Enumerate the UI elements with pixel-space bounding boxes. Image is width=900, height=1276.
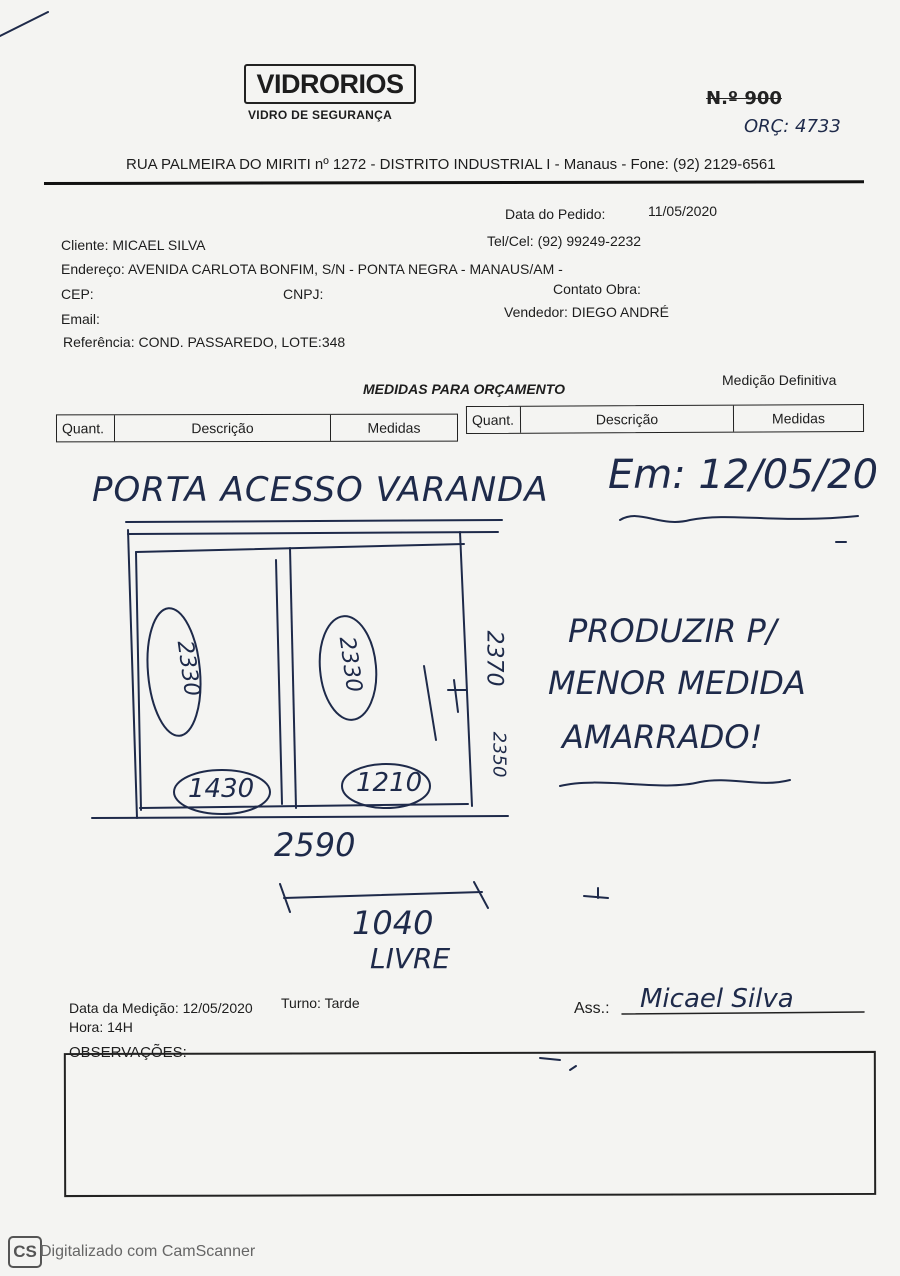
col-medidas: Medidas [367,419,421,436]
frame-right [460,532,472,806]
hw-note-line2: MENOR MEDIDA [548,664,806,702]
hw-note-line1: PRODUZIR P/ [568,612,777,650]
email-field: Email: [61,311,100,327]
camscanner-text: Digitalizado com CamScanner [40,1243,256,1260]
hw-left-width: 1430 [188,774,255,804]
order-date-value: 11/05/2020 [648,203,718,219]
client-name: Cliente: MICAEL SILVA [61,237,206,253]
company-address: RUA PALMEIRA DO MIRITI nº 1272 - DISTRITO INDUSTRIAL I - Manaus - Fone: (92) 2129-6561 [126,156,776,173]
cnpj-field: CNPJ: [283,286,324,302]
client-address: Endereço: AVENIDA CARLOTA BONFIM, S/N - PONTA NEGRA - MANAUS/AM - [61,261,563,277]
signature-label: Ass.: [574,1000,610,1017]
floor-line [92,816,508,818]
measurement-shift: Turno: Tarde [281,995,360,1011]
handle-mark-2 [454,680,458,712]
col-medidas: Medidas [771,410,825,427]
frame-left-inner [136,552,141,810]
hw-free-width: 1040 [352,904,434,942]
frame-top-line [126,520,502,522]
client-signature: Micael Silva [640,984,794,1014]
order-date-label: Data do Pedido: [505,206,606,222]
client-phone: Tel/Cel: (92) 99249-2232 [487,233,642,249]
handle-mark-1 [424,666,436,740]
observations-box [64,1051,876,1197]
reference-field: Referência: COND. PASSAREDO, LOTE:348 [63,334,346,350]
width-measure-line [284,892,482,898]
frame-top-inner [128,532,498,534]
date-underline [620,516,858,522]
note-underline [560,780,790,786]
panel-divider-2 [290,548,296,808]
company-logo: VIDRORIOS [244,64,416,104]
budget-number: ORÇ: 4733 [744,116,841,137]
observations-label: OBSERVAÇÕES: [69,1044,187,1061]
col-quant: Quant. [57,415,115,441]
hw-mid-height: 2330 [333,635,367,694]
width-tick-right [474,882,488,908]
camscanner-logo: CS [8,1236,42,1268]
frame-inner-top [136,544,464,552]
panel-divider-1 [276,560,282,804]
measurement-date: Data da Medição: 12/05/2020 [69,1000,253,1016]
measurement-type: Medição Definitiva [722,372,837,388]
hw-note-line3: AMARRADO! [562,718,763,756]
hw-mid-width: 1210 [356,768,423,798]
measurement-time: Hora: 14H [69,1019,133,1035]
site-contact-field: Contato Obra: [553,281,641,297]
hw-left-height: 2330 [171,639,205,698]
hw-right-height-b: 2350 [488,731,510,778]
col-descricao: Descrição [115,415,331,441]
measures-title: MEDIDAS PARA ORÇAMENTO [363,381,565,397]
corner-stroke [0,12,48,36]
hw-total-width: 2590 [274,826,356,864]
hw-measure-date: Em: 12/05/20 [608,452,879,498]
order-number: N.º 900 [706,88,782,109]
hw-right-height-a: 2370 [481,630,507,687]
cep-field: CEP: [61,286,94,302]
col-descricao: Descrição [521,406,734,433]
stray-mark [584,888,608,898]
salesperson-field: Vendedor: DIEGO ANDRÉ [504,304,669,320]
hw-door-title: PORTA ACESSO VARANDA [92,470,549,510]
company-tagline: VIDRO DE SEGURANÇA [248,108,393,122]
col-quant: Quant. [467,407,521,433]
hw-free-label: LIVRE [370,942,451,975]
